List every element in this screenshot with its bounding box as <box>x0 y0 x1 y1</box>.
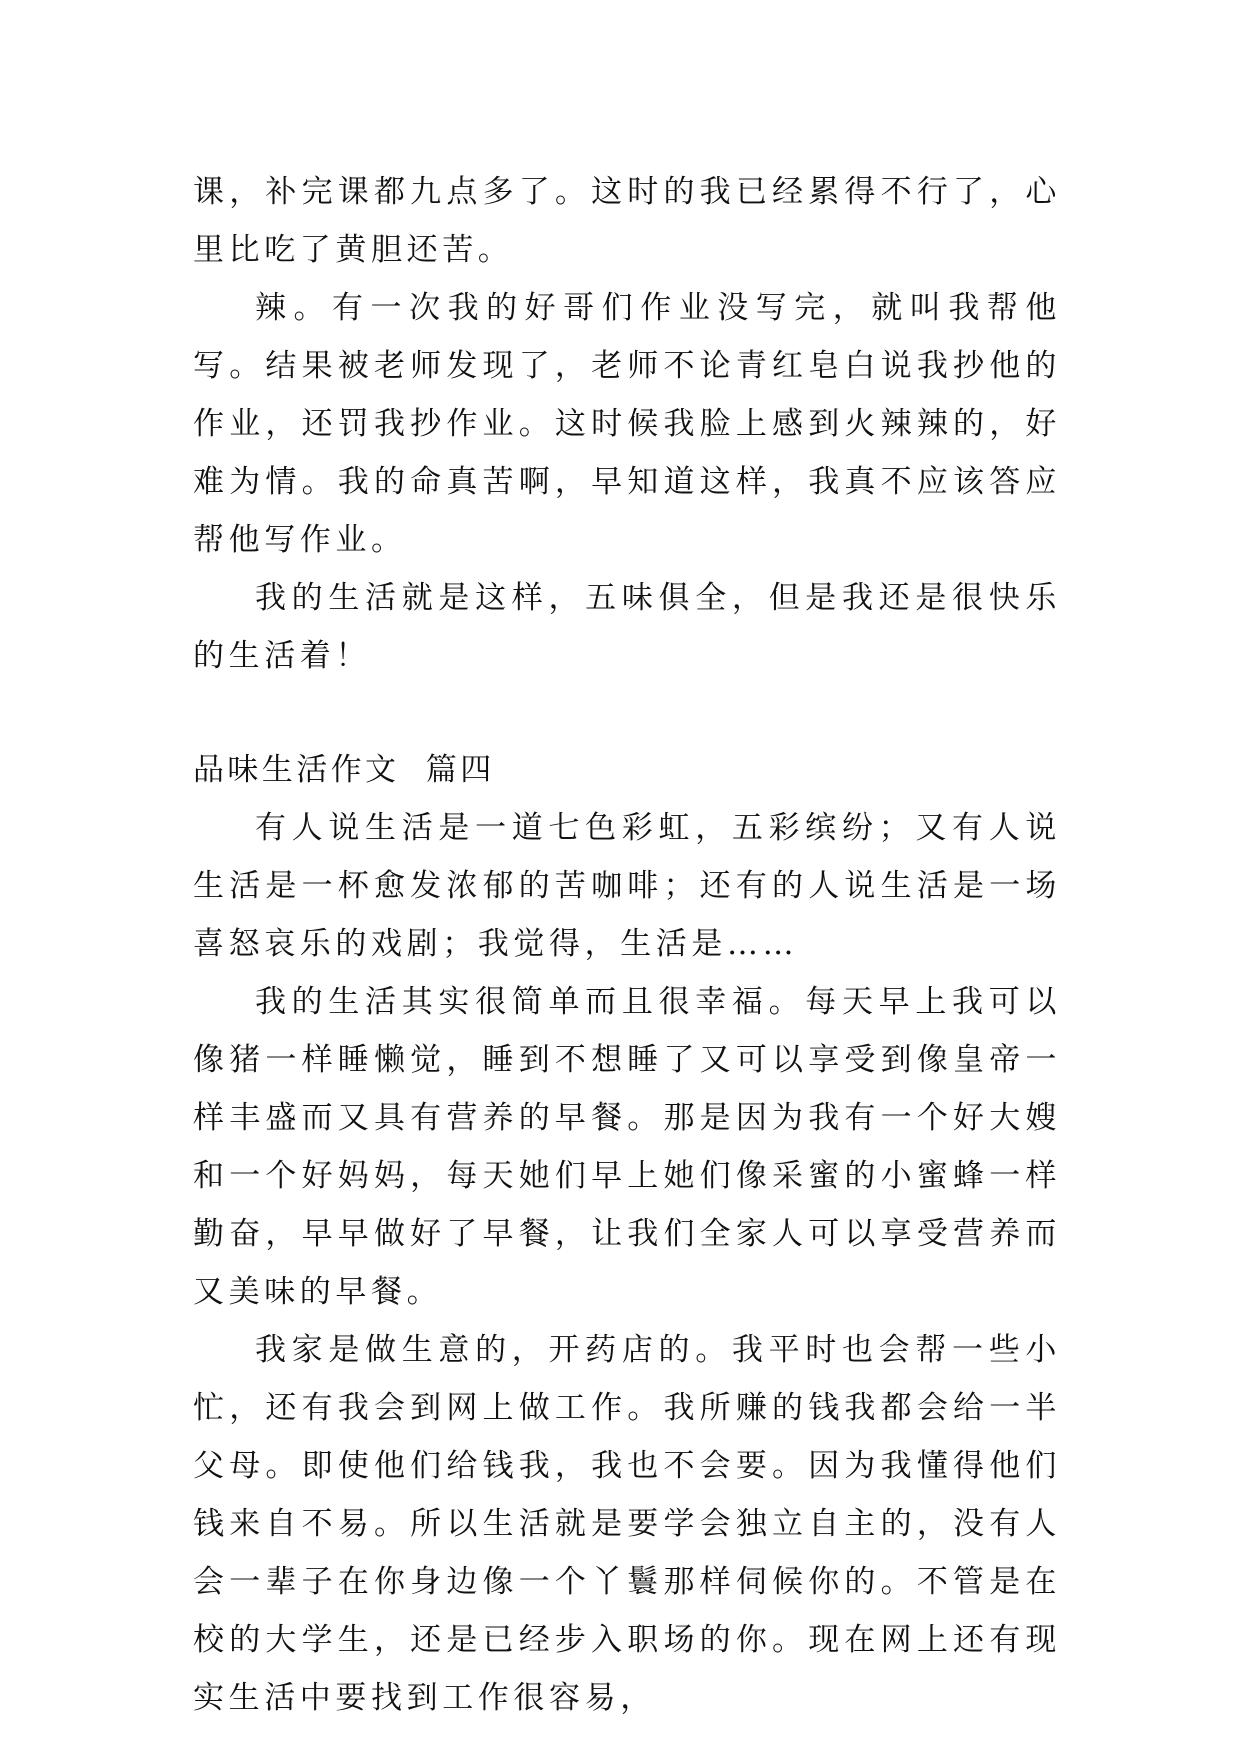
paragraph: 我的生活就是这样，五味俱全，但是我还是很快乐的生活着！ <box>193 580 1061 674</box>
paragraph: 课，补完课都九点多了。这时的我已经累得不行了，心里比吃了黄胆还苦。 <box>193 174 1061 268</box>
document-body <box>193 163 1061 1727</box>
paragraph: 辣。有一次我的好哥们作业没写完，就叫我帮他写。结果被老师发现了，老师不论青红皂白说我抄他的作业，还罚我抄作业。这时候我脸上感到火辣辣的，好难为情。我的命真苦啊，早知道这样，我真不应该答应帮他写作业。 <box>193 290 1061 558</box>
paragraph: 我的生活其实很简单而且很幸福。每天早上我可以像猪一样睡懒觉，睡到不想睡了又可以享受到像皇帝一样丰盛而又具有营养的早餐。那是因为我有一个好大嫂和一个好妈妈，每天她们早上她们像采蜜的小蜜蜂一样勤奋，早早做好了早餐，让我们全家人可以享受营养而又美味的早餐。 <box>193 984 1061 1310</box>
section-title: 品味生活作文 篇四 <box>193 752 495 788</box>
paragraph: 我家是做生意的，开药店的。我平时也会帮一些小忙，还有我会到网上做工作。我所赚的钱我都会给一半父母。即使他们给钱我，我也不会要。因为我懂得他们钱来自不易。所以生活就是要学会独立自主的，没有人会一辈子在你身边像一个丫鬟那样伺候你的。不管是在校的大学生，还是已经步入职场的你。现在网上还有现实生活中要找到工作很容易， <box>193 1332 1061 1716</box>
paragraph: 有人说生活是一道七色彩虹，五彩缤纷；又有人说生活是一杯愈发浓郁的苦咖啡；还有的人说生活是一场喜怒哀乐的戏剧；我觉得，生活是…… <box>193 810 1061 962</box>
